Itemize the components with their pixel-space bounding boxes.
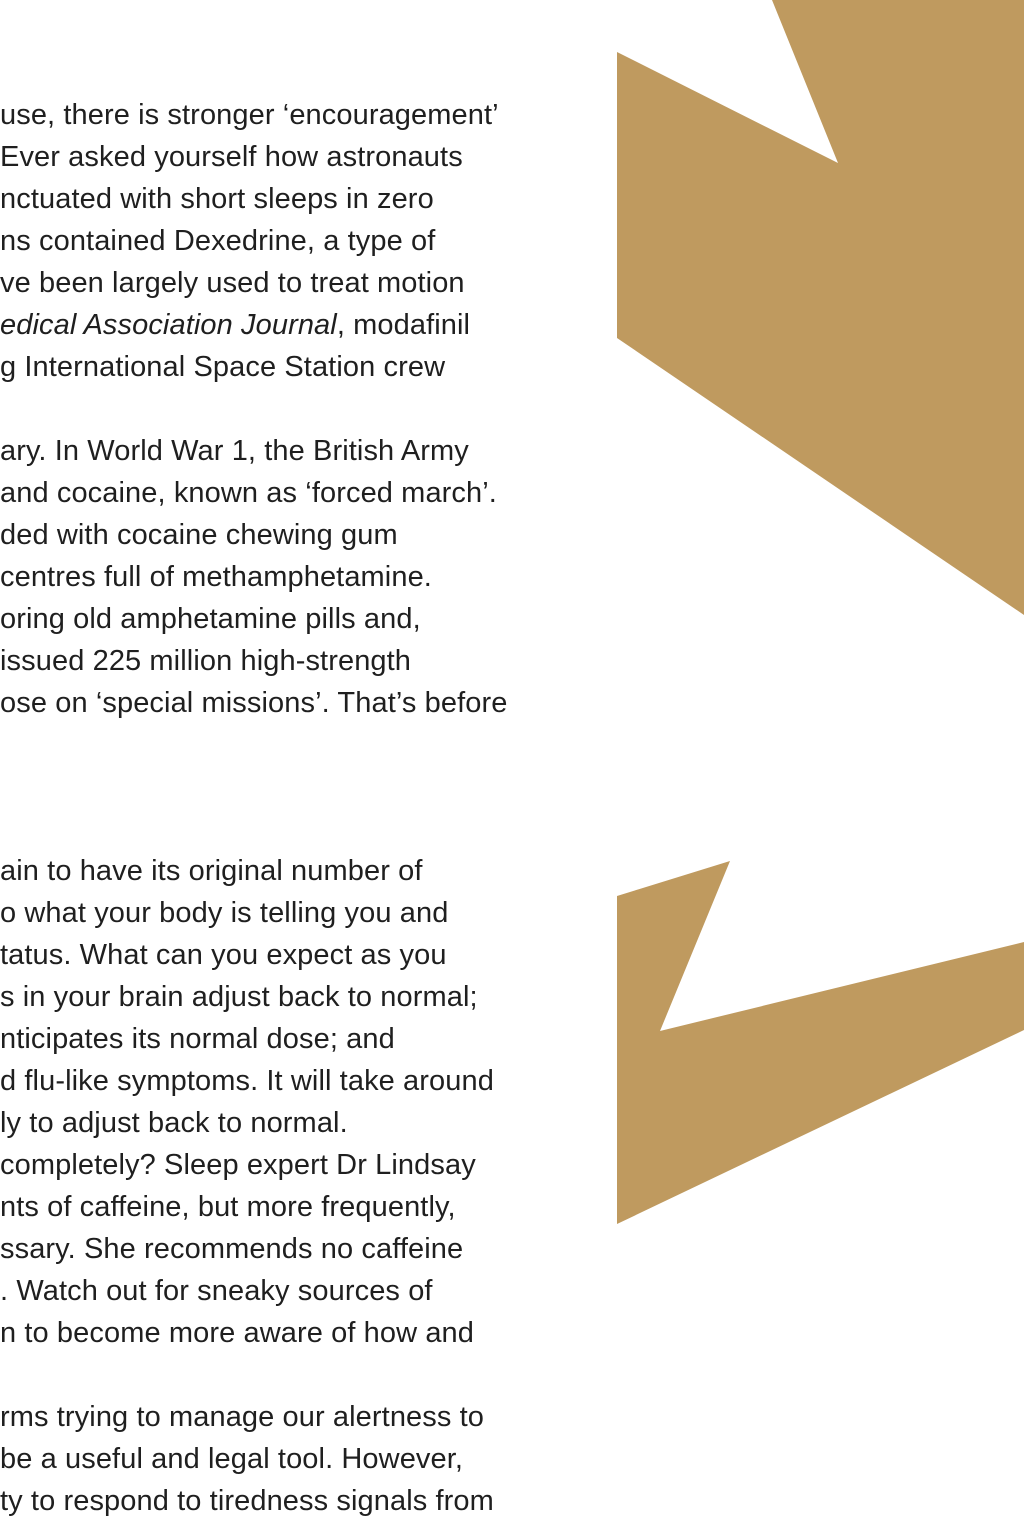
text-line: o what your body is telling you and — [0, 897, 449, 929]
text-fragment: , modafinil — [336, 309, 471, 341]
text-line: rms trying to manage our alertness to — [0, 1401, 485, 1433]
text-line: nts of caffeine, but more frequently, — [0, 1191, 456, 1223]
text-line: be a useful and legal tool. However, — [0, 1443, 464, 1475]
text-line: nctuated with short sleeps in zero — [0, 183, 434, 215]
text-line: issued 225 million high-strength — [0, 645, 412, 677]
text-line: ty to respond to tiredness signals from — [0, 1485, 494, 1517]
text-line: ain to have its original number of — [0, 855, 423, 887]
text-line: oring old amphetamine pills and, — [0, 603, 421, 635]
text-line: ve been largely used to treat motion — [0, 267, 465, 299]
text-line: ssary. She recommends no caffeine — [0, 1233, 464, 1265]
text-line: centres full of methamphetamine. — [0, 561, 432, 593]
upper-gold-chevron-shape — [617, 0, 1024, 615]
text-line: d flu-like symptoms. It will take around — [0, 1065, 494, 1097]
paragraph-military — [0, 430, 600, 724]
text-line: completely? Sleep expert Dr Lindsay — [0, 1149, 476, 1181]
text-line: s in your brain adjust back to normal; — [0, 981, 478, 1013]
text-line: ose on ‘special missions’. That’s before — [0, 687, 508, 719]
text-line: . Watch out for sneaky sources of — [0, 1275, 433, 1307]
text-line: nticipates its normal dose; and — [0, 1023, 395, 1055]
text-line: ns contained Dexedrine, a type of — [0, 225, 436, 257]
text-line: and cocaine, known as ‘forced march’. — [0, 477, 497, 509]
text-line: n to become more aware of how and — [0, 1317, 475, 1349]
text-line: ded with cocaine chewing gum — [0, 519, 398, 551]
text-line: use, there is stronger ‘encouragement’ — [0, 99, 499, 131]
lower-gold-chevron-shape — [617, 861, 1024, 1224]
paragraph-withdrawal — [0, 850, 600, 1354]
text-line: ary. In World War 1, the British Army — [0, 435, 469, 467]
text-line: Ever asked yourself how astronauts — [0, 141, 463, 173]
paragraph-astronauts — [0, 94, 600, 388]
paragraph-conclusion — [0, 1396, 600, 1522]
text-line: tatus. What can you expect as you — [0, 939, 447, 971]
journal-title-italic: edical Association Journal — [0, 309, 337, 341]
text-line: ly to adjust back to normal. — [0, 1107, 348, 1139]
text-line — [0, 304, 600, 346]
text-line: g International Space Station crew — [0, 351, 446, 383]
